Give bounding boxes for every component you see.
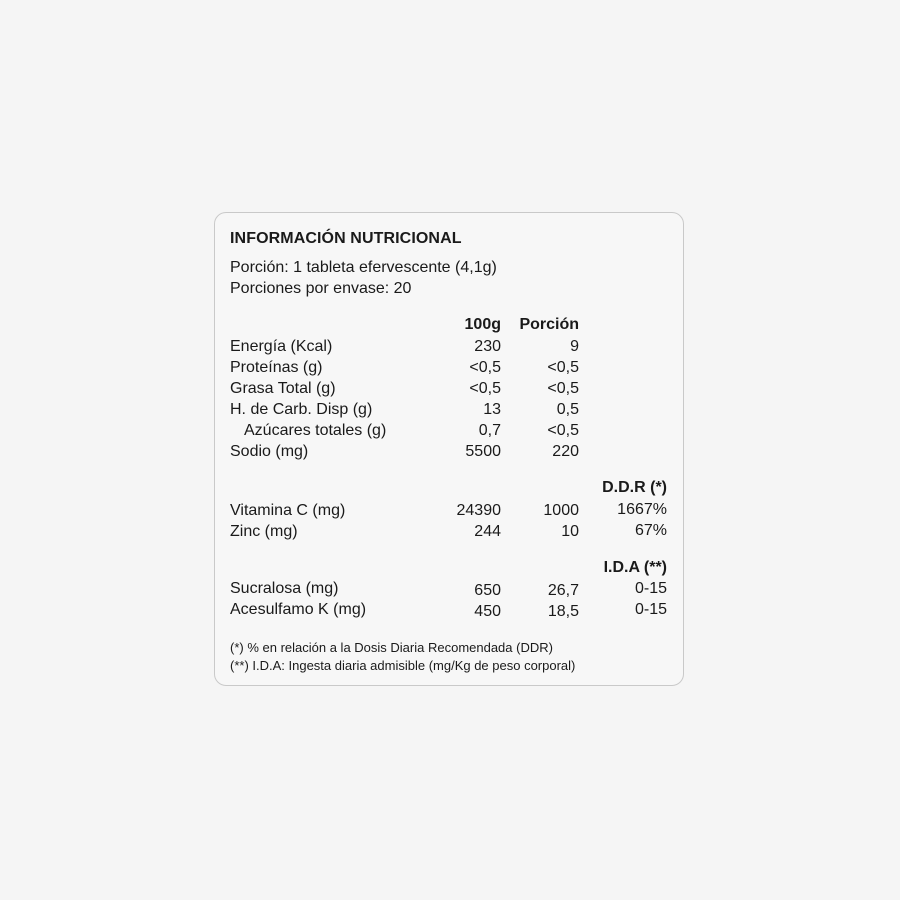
column-header-100g: 100g	[464, 316, 501, 333]
sweetener-portion: 26,7	[547, 582, 579, 599]
nutrient-name: H. de Carb. Disp (g)	[230, 401, 373, 418]
vitamin-ddr: 1667%	[617, 501, 667, 518]
sweetener-portion: 18,5	[547, 603, 579, 620]
nutrient-portion: <0,5	[547, 359, 579, 376]
column-header-ddr: D.D.R (*)	[602, 479, 667, 496]
nutrient-portion: 9	[570, 338, 579, 355]
nutrient-name: Azúcares totales (g)	[244, 422, 387, 439]
nutrient-per100: 230	[474, 338, 501, 355]
vitamin-portion: 1000	[543, 502, 579, 519]
nutrient-name: Sodio (mg)	[230, 443, 309, 460]
nutrient-portion: <0,5	[547, 380, 579, 397]
nutrient-portion: <0,5	[547, 422, 579, 439]
nutrient-per100: 13	[483, 401, 501, 418]
serving-size: Porción: 1 tableta efervescente (4,1g)	[230, 259, 497, 276]
sweetener-ida: 0-15	[634, 580, 667, 597]
vitamin-portion: 10	[561, 523, 579, 540]
sweetener-per100: 450	[474, 603, 501, 620]
servings-per-container: Porciones por envase: 20	[230, 280, 412, 297]
sweetener-ida: 0-15	[634, 601, 667, 618]
nutrient-name: Grasa Total (g)	[230, 380, 336, 397]
nutrient-per100: 0,7	[478, 422, 501, 439]
vitamin-name: Zinc (mg)	[230, 523, 298, 540]
vitamin-per100: 24390	[456, 502, 501, 519]
column-header-portion: Porción	[519, 316, 579, 333]
nutrition-facts-panel	[214, 212, 684, 686]
sweetener-name: Acesulfamo K (mg)	[230, 601, 367, 618]
nutrient-name: Energía (Kcal)	[230, 338, 333, 355]
sweetener-name: Sucralosa (mg)	[230, 580, 339, 597]
footnote-ida: (**) I.D.A: Ingesta diaria admisible (mg/Kg de peso corporal)	[230, 658, 576, 673]
panel-title: INFORMACIÓN NUTRICIONAL	[230, 230, 462, 247]
nutrient-per100: <0,5	[469, 359, 501, 376]
vitamin-ddr: 67%	[634, 522, 667, 539]
nutrient-name: Proteínas (g)	[230, 359, 323, 376]
nutrient-portion: 0,5	[556, 401, 579, 418]
sweetener-per100: 650	[474, 582, 501, 599]
nutrient-per100: <0,5	[469, 380, 501, 397]
footnote-ddr: (*) % en relación a la Dosis Diaria Recomendada (DDR)	[230, 640, 553, 655]
nutrient-portion: 220	[552, 443, 579, 460]
column-header-ida: I.D.A (**)	[603, 559, 667, 576]
nutrient-per100: 5500	[465, 443, 501, 460]
vitamin-per100: 244	[474, 523, 501, 540]
vitamin-name: Vitamina C (mg)	[230, 502, 346, 519]
